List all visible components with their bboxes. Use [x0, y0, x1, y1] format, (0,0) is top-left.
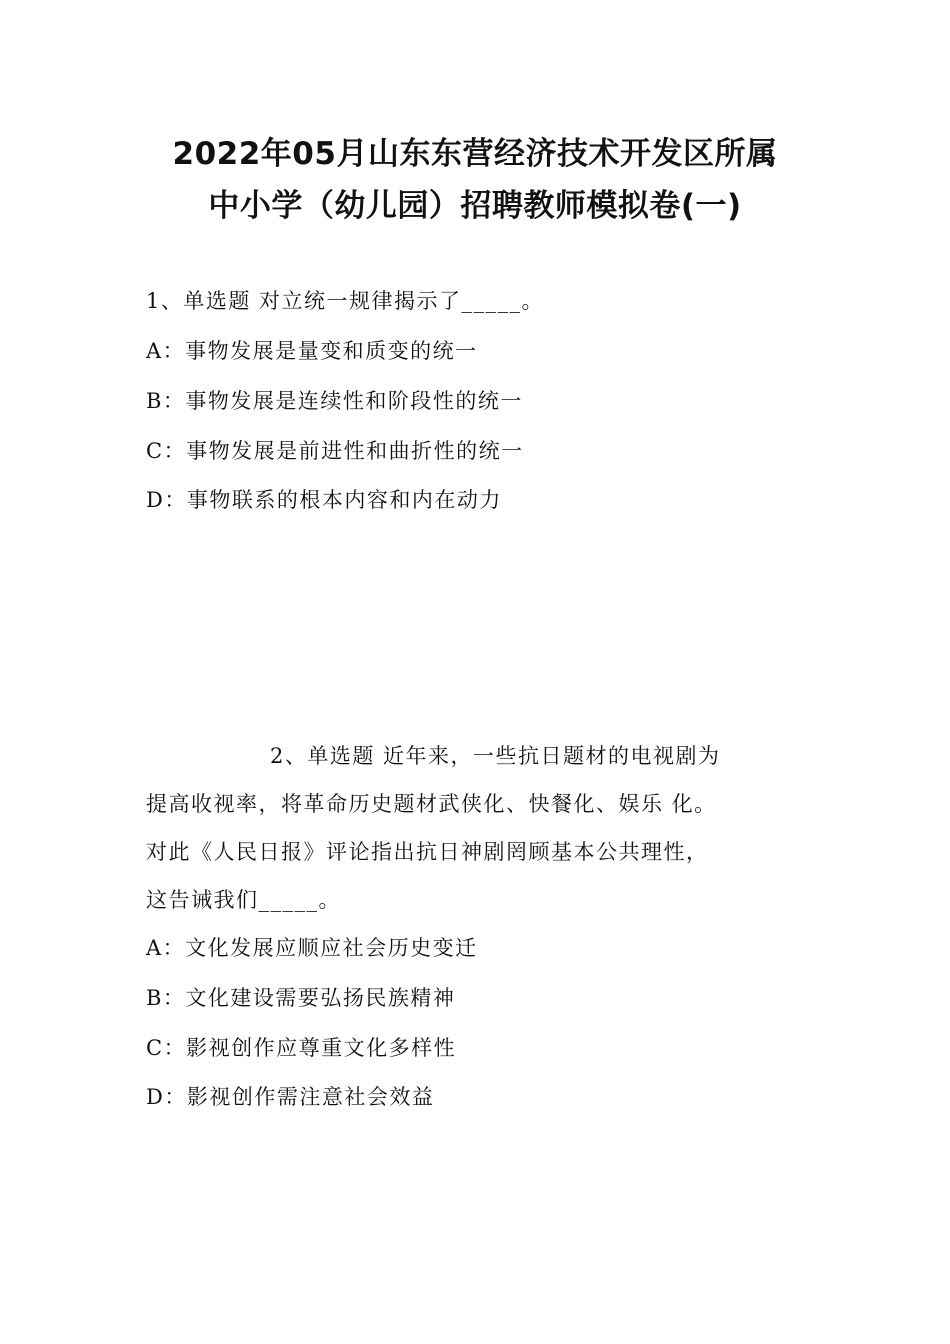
question-1-option-d: D：事物联系的根本内容和内在动力 — [146, 488, 502, 512]
question-2-option-b: B：文化建设需要弘扬民族精神 — [146, 986, 456, 1010]
question-2-stem-line-1: 2、单选题 近年来，一些抗日题材的电视剧为 — [270, 744, 721, 768]
question-1-stem: 1、单选题 对立统一规律揭示了_____。 — [146, 289, 545, 313]
question-2-stem — [146, 732, 806, 924]
question-2-option-c: C：影视创作应尊重文化多样性 — [146, 1036, 457, 1060]
question-1-option-a: A：事物发展是量变和质变的统一 — [146, 339, 478, 363]
question-2-option-a: A：文化发展应顺应社会历史变迁 — [146, 936, 478, 960]
document-title — [100, 128, 850, 232]
question-2-stem-line-4: 这告诫我们_____。 — [146, 888, 341, 912]
title-line-1: 2022年05月山东东营经济技术开发区所属 — [172, 136, 778, 172]
question-2-option-d: D：影视创作需注意社会效益 — [146, 1085, 435, 1109]
question-1-option-c: C：事物发展是前进性和曲折性的统一 — [146, 439, 524, 463]
question-2-stem-line-3: 对此《人民日报》评论指出抗日神剧罔顾基本公共理性， — [146, 840, 709, 864]
question-2-stem-line-2: 提高收视率，将革命历史题材武侠化、快餐化、娱乐 化。 — [146, 792, 717, 816]
question-1-option-b: B：事物发展是连续性和阶段性的统一 — [146, 389, 523, 413]
title-line-2: 中小学（幼儿园）招聘教师模拟卷(一) — [208, 188, 742, 224]
